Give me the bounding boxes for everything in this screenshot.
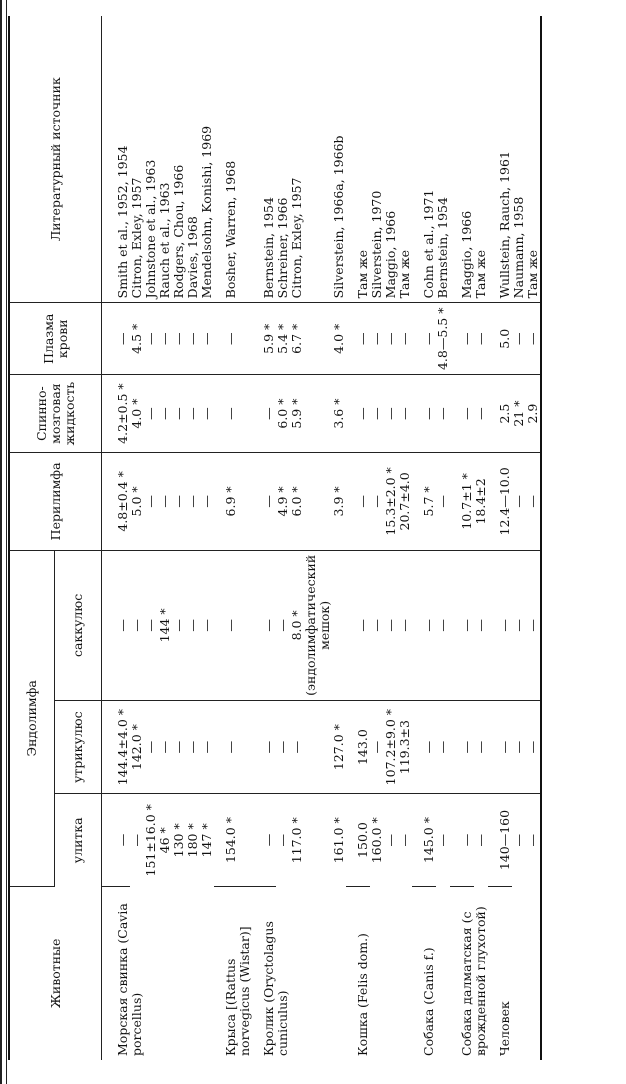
utricle-cell: — xyxy=(450,700,474,793)
source-cell: Rauch et al., 1963 xyxy=(158,16,172,303)
cochlea-cell: 151±16.0 * xyxy=(143,804,158,877)
csf-cell: 3.6 * xyxy=(332,375,346,453)
plasma-cell: 6.7 * xyxy=(290,303,332,375)
perilymph-cell: — xyxy=(200,452,214,550)
perilymph-cell: 12.4—10.0 xyxy=(488,452,512,550)
source-cell: Cohn et al., 1971 xyxy=(412,16,436,303)
saccule-cell: 144 * xyxy=(158,550,172,700)
source-cell: Mendelsohn, Konishi, 1969 xyxy=(200,16,214,303)
saccule-cell: — xyxy=(144,550,158,700)
saccule-cell: — xyxy=(488,550,512,700)
cochlea-cell: 145.0 * xyxy=(412,794,436,886)
perilymph-cell: — xyxy=(346,452,370,550)
source-cell: Johnstone et al., 1963 xyxy=(144,16,158,303)
perilymph-cell: 4.9 * xyxy=(276,452,290,550)
source-cell: Wullstein, Rauch, 1961 xyxy=(488,16,512,303)
saccule-cell: — xyxy=(346,550,370,700)
perilymph-cell: 20.7±4.0 xyxy=(398,452,412,550)
source-cell: Citron, Exley, 1957 xyxy=(290,16,332,303)
csf-cell: — xyxy=(398,375,412,453)
table-row xyxy=(450,16,474,1060)
table-row xyxy=(214,16,252,1060)
plasma-cell: 5.4 * xyxy=(276,303,290,375)
saccule-cell xyxy=(332,550,346,700)
utricle-cell: — xyxy=(412,700,436,793)
table-row xyxy=(252,16,276,1060)
utricle-cell: — xyxy=(252,700,276,793)
cochlea-cell: 130 * xyxy=(171,823,186,858)
saccule-cell: — xyxy=(384,550,398,700)
csf-cell: 2.9 xyxy=(526,375,541,453)
plasma-cell: — xyxy=(200,303,214,375)
saccule-cell: — xyxy=(450,550,474,700)
table-row xyxy=(102,16,131,1060)
perilymph-cell: 18.4±2 xyxy=(474,452,488,550)
perilymph-cell: — xyxy=(436,452,450,550)
csf-cell: 21 * xyxy=(512,375,526,453)
plasma-cell: — xyxy=(158,303,172,375)
cochlea-cell: — xyxy=(397,834,412,847)
source-cell: Maggio, 1966 xyxy=(450,16,474,303)
header-csf: Спинно-мозговая жидкость xyxy=(9,375,102,453)
csf-cell: — xyxy=(172,375,186,453)
perilymph-cell: 6.9 * xyxy=(214,452,252,550)
perilymph-cell: — xyxy=(144,452,158,550)
source-cell: Schreiner, 1966 xyxy=(276,16,290,303)
csf-cell: — xyxy=(384,375,398,453)
utricle-cell: 107.2±9.0 * xyxy=(384,700,398,793)
cochlea-cell: 147 * xyxy=(199,823,214,858)
source-cell: Bernstein, 1954 xyxy=(436,16,450,303)
utricle-cell: 127.0 * xyxy=(332,700,346,793)
csf-cell: — xyxy=(370,375,384,453)
plasma-cell: 4.0 * xyxy=(332,303,346,375)
source-cell: Citron, Exley, 1957 xyxy=(130,16,144,303)
header-source: Литературный источник xyxy=(9,16,102,303)
cochlea-cell: 46 * xyxy=(157,827,172,854)
saccule-cell: — xyxy=(186,550,200,700)
source-cell: Maggio, 1966 xyxy=(384,16,398,303)
cochlea-cell: — xyxy=(525,834,540,847)
utricle-cell: — xyxy=(290,700,332,793)
animal-cell: Крыса [(Rattus norvegicus (Wistar)] xyxy=(223,926,252,1056)
source-cell: Smith et al., 1952, 1954 xyxy=(102,16,131,303)
perilymph-cell: 4.8±0.4 * xyxy=(102,452,131,550)
source-cell: Bosher, Warren, 1968 xyxy=(214,16,252,303)
cochlea-cell: — xyxy=(450,794,474,886)
csf-cell: — xyxy=(252,375,276,453)
plasma-cell: — xyxy=(398,303,412,375)
utricle-cell: — xyxy=(436,700,450,793)
cochlea-cell: — xyxy=(275,834,290,847)
cochlea-cell: — xyxy=(102,794,131,886)
csf-cell: — xyxy=(200,375,214,453)
utricle-cell: — xyxy=(200,700,214,793)
saccule-cell: — xyxy=(398,550,412,700)
utricle-cell: — xyxy=(488,700,512,793)
plasma-cell: — xyxy=(370,303,384,375)
plasma-cell: — xyxy=(102,303,131,375)
saccule-cell: — xyxy=(474,550,488,700)
source-cell: Bernstein, 1954 xyxy=(252,16,276,303)
utricle-cell: — xyxy=(512,700,526,793)
table-body xyxy=(102,16,542,1060)
saccule-cell: — xyxy=(252,550,276,700)
utricle-cell: — xyxy=(214,700,252,793)
csf-cell: — xyxy=(158,375,172,453)
plasma-cell: — xyxy=(526,303,541,375)
plasma-cell: — xyxy=(144,303,158,375)
perilymph-cell: 10.7±1 * xyxy=(450,452,474,550)
cochlea-cell: — xyxy=(383,834,398,847)
csf-cell: 4.2±0.5 * xyxy=(102,375,131,453)
perilymph-cell: — xyxy=(526,452,541,550)
animal-cell: Собака (Canis f.) xyxy=(421,947,436,1056)
utricle-cell: — xyxy=(526,700,541,793)
plasma-cell: 4.5 * xyxy=(130,303,144,375)
animal-cell: Человек xyxy=(497,1001,512,1056)
perilymph-cell: 3.9 * xyxy=(332,452,346,550)
saccule-cell: — xyxy=(214,550,252,700)
perilymph-cell: — xyxy=(512,452,526,550)
saccule-cell: — xyxy=(370,550,384,700)
csf-cell: — xyxy=(214,375,252,453)
header-cochlea: улитка xyxy=(55,794,102,886)
saccule-cell: — xyxy=(412,550,436,700)
csf-cell: — xyxy=(450,375,474,453)
source-cell: Davies, 1968 xyxy=(186,16,200,303)
animal-cell: Морская свинка (Cavia porcellus) xyxy=(115,903,144,1056)
plasma-cell: — xyxy=(346,303,370,375)
plasma-cell: 5.9 * xyxy=(252,303,276,375)
cochlea-cell: — xyxy=(129,834,144,847)
csf-cell: — xyxy=(474,375,488,453)
cochlea-cell: 160.0 * xyxy=(369,817,384,864)
utricle-cell: — xyxy=(158,700,172,793)
plasma-cell: — xyxy=(512,303,526,375)
table-row xyxy=(346,16,370,1060)
plasma-cell: 4.8—5.5 * xyxy=(436,303,450,375)
perilymph-cell: — xyxy=(370,452,384,550)
saccule-cell: — xyxy=(102,550,131,700)
utricle-cell: — xyxy=(370,700,384,793)
saccule-cell: — xyxy=(276,550,290,700)
plasma-cell: — xyxy=(172,303,186,375)
source-cell: Там же xyxy=(526,16,541,303)
csf-cell: — xyxy=(186,375,200,453)
plasma-cell: — xyxy=(186,303,200,375)
table-row xyxy=(488,16,512,1060)
perilymph-cell: — xyxy=(186,452,200,550)
saccule-cell: — xyxy=(130,550,144,700)
plasma-cell: — xyxy=(474,303,488,375)
source-cell: Silverstein, 1966a, 1966b xyxy=(332,16,346,303)
csf-cell: — xyxy=(412,375,436,453)
perilymph-cell: 15.3±2.0 * xyxy=(384,452,398,550)
table-row xyxy=(412,16,436,1060)
utricle-cell: 144.4±4.0 * xyxy=(102,700,131,793)
csf-cell: 4.0 * xyxy=(130,375,144,453)
perilymph-cell: 6.0 * xyxy=(290,452,332,550)
source-cell: Там же xyxy=(474,16,488,303)
header-saccule: саккулюс xyxy=(55,550,102,700)
cochlea-cell: — xyxy=(435,834,450,847)
csf-cell: — xyxy=(436,375,450,453)
utricle-cell: — xyxy=(144,700,158,793)
plasma-cell: — xyxy=(450,303,474,375)
table-header xyxy=(9,16,102,1060)
saccule-cell: — xyxy=(512,550,526,700)
source-cell: Rodgers, Chou, 1966 xyxy=(172,16,186,303)
saccule-cell: — xyxy=(172,550,186,700)
utricle-cell: 143.0 xyxy=(346,700,370,793)
utricle-cell: 119.3±3 xyxy=(398,700,412,793)
csf-cell: 5.9 * xyxy=(290,375,332,453)
perilymph-cell: — xyxy=(252,452,276,550)
saccule-cell: 8.0 * (эндолимфатический мешок) xyxy=(290,550,332,700)
animal-cell: Собака далматская (с врожденной глухотой) xyxy=(459,906,488,1056)
source-cell: Naumann, 1958 xyxy=(512,16,526,303)
cochlea-cell: 161.0 * xyxy=(331,817,346,864)
plasma-cell: — xyxy=(384,303,398,375)
animal-cell: Кошка (Felis dom.) xyxy=(355,933,370,1056)
saccule-cell: — xyxy=(526,550,541,700)
csf-cell: 2.5 xyxy=(488,375,512,453)
animal-cell: Кролик (Oryctolagus cuniculus) xyxy=(261,921,290,1056)
csf-cell: 6.0 * xyxy=(276,375,290,453)
cochlea-cell: 140—160 xyxy=(488,794,512,886)
cochlea-cell: 150.0 xyxy=(346,794,370,886)
perilymph-cell: — xyxy=(172,452,186,550)
perilymph-cell: 5.0 * xyxy=(130,452,144,550)
header-plasma: Плазма крови xyxy=(9,303,102,375)
plasma-cell: 5.0 xyxy=(488,303,512,375)
data-table xyxy=(8,16,542,1060)
saccule-cell: — xyxy=(200,550,214,700)
utricle-cell: — xyxy=(474,700,488,793)
header-utricle: утрикулюс xyxy=(55,700,102,793)
saccule-cell: — xyxy=(436,550,450,700)
utricle-cell: — xyxy=(172,700,186,793)
cochlea-cell: — xyxy=(252,794,276,886)
source-cell: Silverstein, 1970 xyxy=(370,16,384,303)
header-perilymph: Перилимфа xyxy=(9,452,102,550)
plasma-cell: — xyxy=(412,303,436,375)
csf-cell: — xyxy=(346,375,370,453)
plasma-cell: — xyxy=(214,303,252,375)
header-endolymph: Эндолимфа xyxy=(9,550,55,886)
source-cell: Там же xyxy=(398,16,412,303)
utricle-cell: 142.0 * xyxy=(130,700,144,793)
perilymph-cell: — xyxy=(158,452,172,550)
cochlea-cell: 180 * xyxy=(185,823,200,858)
cochlea-cell: 117.0 * xyxy=(289,817,304,864)
csf-cell: — xyxy=(144,375,158,453)
cochlea-cell: — xyxy=(473,834,488,847)
utricle-cell: — xyxy=(186,700,200,793)
header-animals: Животные xyxy=(47,938,63,1009)
utricle-cell: — xyxy=(276,700,290,793)
source-cell: Там же xyxy=(346,16,370,303)
perilymph-cell: 5.7 * xyxy=(412,452,436,550)
cochlea-cell: 154.0 * xyxy=(214,794,252,886)
cochlea-cell: — xyxy=(511,834,526,847)
